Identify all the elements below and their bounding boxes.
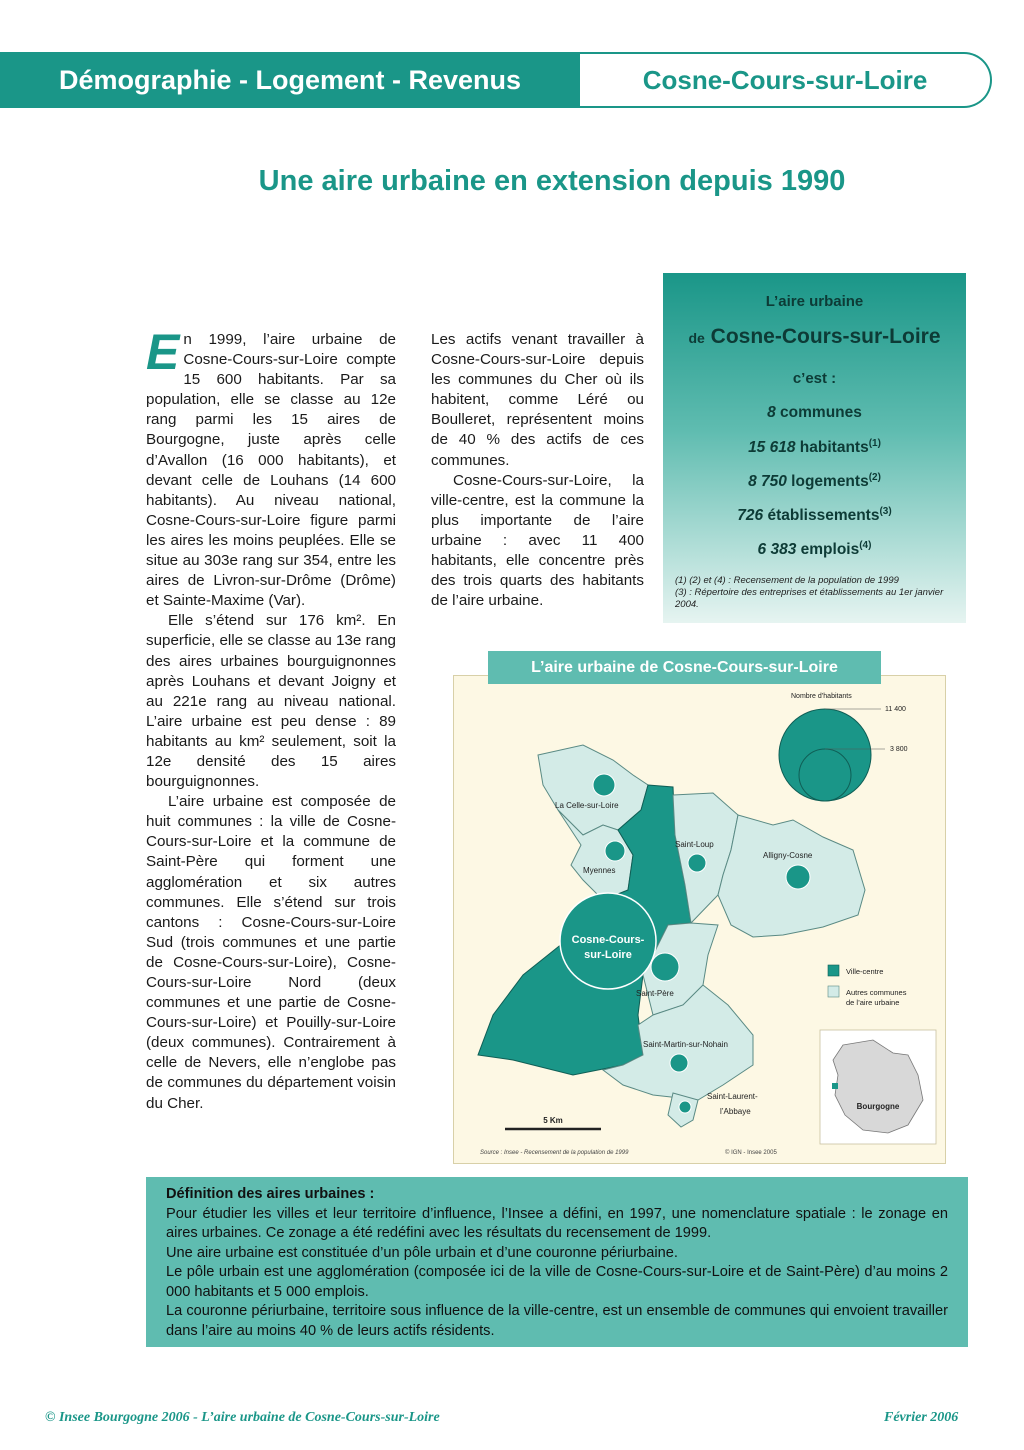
definition-title: Définition des aires urbaines : <box>166 1186 375 1202</box>
stat-habitants: 15 618 habitants$^{(1)}$ <box>748 438 881 457</box>
map <box>453 675 944 1162</box>
label-saint-pere: Saint-Père <box>636 989 674 998</box>
label-saint-laurent-1: Saint-Laurent- <box>707 1092 758 1101</box>
label-la-celle: La Celle-sur-Loire <box>555 801 619 810</box>
inset-label: Bourgogne <box>856 1102 900 1111</box>
label-saint-martin: Saint-Martin-sur-Nohain <box>643 1040 728 1049</box>
definition-line: Une aire urbaine est constituée d’un pôle urbain et d’une couronne périurbaine. <box>166 1244 678 1261</box>
label-alligny: Alligny-Cosne <box>763 851 813 860</box>
paragraph: Cosne-Cours-sur-Loire, la ville-centre, est la commune la plus importante de l’aire urbaine : avec 11 400 habitants, elle concentre près des trois quarts des habitants de l’aire urbaine. <box>431 471 644 610</box>
scale-label: 5 Km <box>543 1116 563 1125</box>
label-cosne-1: Cosne-Cours- <box>571 934 645 946</box>
definition-line: Le pôle urbain est une agglomération (composée ici de la ville de Cosne-Cours-sur-Loire et de Saint-Père) d’au moins 2 000 habitants et 5 000 emplois. <box>166 1264 948 1300</box>
legend-size-value-small: 3 800 <box>890 746 908 753</box>
legend-size-title: Nombre d’habitants <box>791 693 852 700</box>
label-saint-loup: Saint-Loup <box>675 840 714 849</box>
footer-date: Février 2006 <box>884 1410 959 1425</box>
map-source: Source : Insee - Recensement de la population de 1999 <box>480 1150 629 1156</box>
paragraph: L’aire urbaine est composée de huit communes : la ville de Cosne-Cours-sur-Loire et la commune de Saint-Père qui forment une agglomération et six autres communes. Elle s’étend sur trois cantons : Cosne-Cours-sur-Loire Sud (trois communes et une partie de Cosne-Cours-sur-Loire), Cosne-Cours-sur-Loire Nord (deux communes et une partie de Cosne-Cours-sur-Loire) et Pouilly-sur-Loire (deux communes). Contrairement à celle de Nevers, elle n’englobe pas de communes du département voisin du Cher. <box>146 793 396 1112</box>
label-saint-laurent-2: l’Abbaye <box>720 1107 751 1116</box>
page-title: Une aire urbaine en extension depuis 1990 <box>258 165 846 197</box>
legend-label-autres-2: de l’aire urbaine <box>846 998 900 1007</box>
circle-saint-laurent <box>679 1101 691 1113</box>
stat-communes: 8 communes <box>767 404 862 421</box>
legend-label-autres-1: Autres communes <box>846 988 907 997</box>
key-figures-commune: de Cosne-Cours-sur-Loire <box>688 325 941 348</box>
legend-size-value-large: 11 400 <box>885 706 906 713</box>
stat-logements: 8 750 logements$^{(2)}$ <box>748 472 881 491</box>
map-copyright: © IGN - Insee 2005 <box>725 1150 777 1156</box>
legend-swatch-ville-centre <box>828 965 839 976</box>
definition-line: La couronne périurbaine, territoire sous influence de la ville-centre, est un ensemble de communes qui envoient travailler dans l’aire au moins 40 % de leurs actifs résidents. <box>166 1303 948 1339</box>
circle-saint-pere <box>651 953 679 981</box>
legend-circle-large <box>779 709 871 801</box>
circle-myennes <box>605 841 625 861</box>
paragraph: n 1999, l’aire urbaine de Cosne-Cours-sur-Loire compte 15 600 habitants. Par sa population, elle se classe au 12e rang parmi les 15 aires de Bourgogne, juste après celle d’Avallon (16 000 habitants), et devant celle de Louhans (14 600 habitants). Au niveau national, Cosne-Cours-sur-Loire figure parmi les aires les moins peuplées. Elle se situe au 303e rang sur 354, entre les aires de Livron-sur-Drôme (Drôme) et Sainte-Maxime (Var). <box>146 331 396 610</box>
legend-label-ville-centre: Ville-centre <box>846 967 884 976</box>
label-myennes: Myennes <box>583 866 616 875</box>
body-column-middle <box>431 330 644 611</box>
circle-la-celle <box>593 774 615 796</box>
legend-swatch-autres <box>828 986 839 997</box>
definition-line: Pour étudier les villes et leur territoire d’influence, l’Insee a défini, en 1997, une nomenclature spatiale : le zonage en aires urbaines. Ce zonage a été redéfini avec les résultats du recensement de 1999. <box>166 1205 948 1241</box>
circle-alligny <box>786 865 810 889</box>
circle-saint-martin <box>670 1054 688 1072</box>
key-figures-box <box>663 273 966 623</box>
label-cosne-2: sur-Loire <box>584 949 632 961</box>
stat-etablissements: 726 établissements$^{(3)}$ <box>737 506 892 525</box>
definition-box <box>146 1177 968 1347</box>
key-figures-intro: c’est : <box>792 370 837 387</box>
footer-credit: © Insee Bourgogne 2006 - L’aire urbaine de Cosne-Cours-sur-Loire <box>45 1410 440 1425</box>
stat-emplois: 6 383 emplois$^{(4)}$ <box>757 540 872 559</box>
key-figures-heading: L’aire urbaine <box>765 293 864 310</box>
paragraph: Elle s’étend sur 176 km². En superficie, elle se classe au 13e rang des aires urbaines bourguignonnes après Louhans et devant Joigny et au 221e rang au niveau national. L’aire urbaine est peu dense : 89 habitants au km² seulement, soit la 12e densité des 15 aires bourguignonnes. <box>146 612 396 791</box>
circle-saint-loup <box>688 854 706 872</box>
paragraph: Les actifs venant travailler à Cosne-Cours-sur-Loire depuis les communes du Cher où ils habitent, comme Léré ou Boulleret, représentent moins de 40 % des actifs de ces communes. <box>431 331 644 469</box>
map-title: L’aire urbaine de Cosne-Cours-sur-Loire <box>488 651 881 684</box>
inset-location-marker <box>832 1083 838 1089</box>
header-commune-title: Cosne-Cours-sur-Loire <box>580 52 992 108</box>
key-figures-notes: (1) (2) et (4) : Recensement de la population de 1999 (3) : Répertoire des entreprises et établissements au 1er janvier 2004. <box>675 575 944 610</box>
header-section-title: Démographie - Logement - Revenus <box>0 52 580 108</box>
dropcap: E <box>146 324 180 380</box>
body-column-left <box>146 324 396 1114</box>
